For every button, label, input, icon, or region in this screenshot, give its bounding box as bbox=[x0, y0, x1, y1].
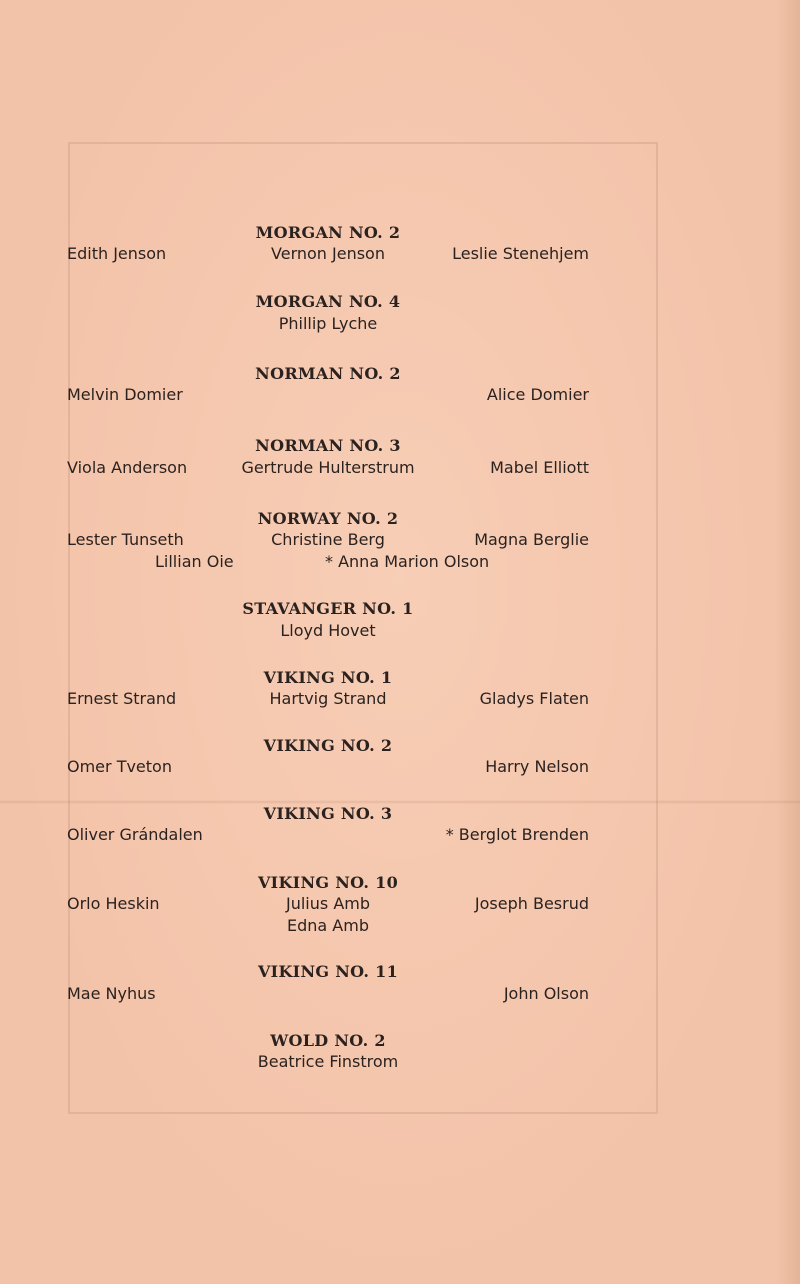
district-heading: NORMAN NO. 2 bbox=[255, 364, 401, 383]
person-name: Omer Tveton bbox=[67, 757, 172, 776]
person-name: Viola Anderson bbox=[67, 458, 188, 477]
person-name: Magna Berglie bbox=[474, 530, 589, 549]
district-heading: VIKING NO. 3 bbox=[263, 804, 393, 823]
person-name: Joseph Besrud bbox=[474, 894, 589, 913]
district-heading: VIKING NO. 2 bbox=[263, 736, 393, 755]
person-name: Phillip Lyche bbox=[278, 314, 378, 333]
person-name: Mae Nyhus bbox=[67, 984, 156, 1003]
district-heading: VIKING NO. 1 bbox=[263, 668, 393, 687]
district-heading: MORGAN NO. 2 bbox=[255, 223, 401, 242]
person-name: * Anna Marion Olson bbox=[325, 552, 490, 571]
district-heading: MORGAN NO. 4 bbox=[255, 292, 401, 311]
person-name: Oliver Grándalen bbox=[67, 825, 203, 844]
district-heading: STAVANGER NO. 1 bbox=[242, 599, 414, 618]
person-name: Julius Amb bbox=[286, 894, 370, 913]
person-name: Leslie Stenehjem bbox=[452, 244, 589, 263]
district-heading: VIKING NO. 10 bbox=[257, 873, 399, 892]
person-name: Gladys Flaten bbox=[479, 689, 589, 708]
person-name: Edith Jenson bbox=[67, 244, 167, 263]
person-name: Edna Amb bbox=[287, 916, 369, 935]
person-name: Vernon Jenson bbox=[271, 244, 385, 263]
person-name: Lloyd Hovet bbox=[280, 621, 376, 640]
person-name: John Olson bbox=[503, 984, 589, 1003]
person-name: Orlo Heskin bbox=[67, 894, 160, 913]
person-name: Mabel Elliott bbox=[490, 458, 589, 477]
district-heading: NORWAY NO. 2 bbox=[257, 509, 399, 528]
person-name: Alice Domier bbox=[486, 385, 589, 404]
person-name: Harry Nelson bbox=[485, 757, 589, 776]
district-heading: NORMAN NO. 3 bbox=[255, 436, 401, 455]
person-name: Christine Berg bbox=[271, 530, 385, 549]
person-name: Lillian Oie bbox=[155, 552, 234, 571]
person-name: Ernest Strand bbox=[67, 689, 177, 708]
person-name: Melvin Domier bbox=[67, 385, 183, 404]
person-name: Beatrice Finstrom bbox=[257, 1052, 399, 1071]
district-heading: WOLD NO. 2 bbox=[270, 1031, 386, 1050]
person-name: * Berglot Brenden bbox=[445, 825, 589, 844]
district-heading: VIKING NO. 11 bbox=[257, 962, 399, 981]
person-name: Hartvig Strand bbox=[269, 689, 387, 708]
person-name: Gertrude Hulterstrum bbox=[241, 458, 415, 477]
person-name: Lester Tunseth bbox=[67, 530, 184, 549]
